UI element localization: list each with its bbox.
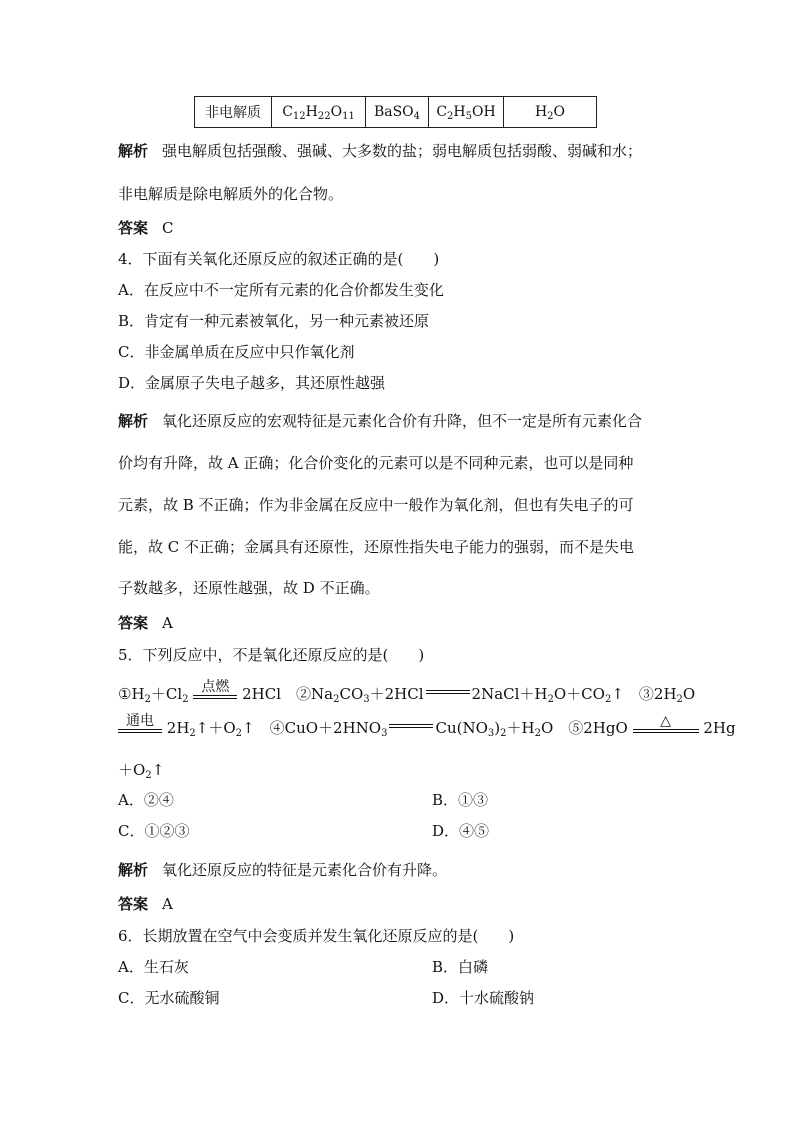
q3-answer [118, 218, 174, 238]
q6-option-b: B．白磷 [432, 958, 489, 976]
q4-analysis-line-3: 元素，故 B 不正确；作为非金属在反应中一般作为氧化剂，但也有失电子的可 [118, 496, 634, 514]
condition-electrolysis-label: 通电 [126, 713, 154, 729]
q5-analysis [118, 860, 447, 880]
q5-option-b: B．①③ [432, 791, 489, 809]
q5-equation-line-3: $+O_2↑$ [118, 761, 165, 781]
q4-option-a: A．在反应中不一定所有元素的化合价都发生变化 [118, 281, 444, 299]
analysis-text: 氧化还原反应的特征是元素化合价有升降。 [162, 861, 448, 879]
answer-label: 答案 [118, 614, 149, 632]
answer-value: A [162, 614, 173, 632]
q4-option-d: D．金属原子失电子越多，其还原性越强 [118, 374, 386, 392]
condition-heat-label: △ [660, 713, 671, 729]
q5-option-c: C．①②③ [118, 822, 190, 840]
table-cell-baso4: BaSO$_4$ [366, 97, 429, 128]
equation-sign [426, 690, 470, 694]
equation-3-right: $2H_2↑+O_2↑$ $④CuO+2HNO_3$ $Cu(NO_3)_2+H_2O$ ⑤2HgO [166, 719, 628, 739]
q5-equation-line-1 [118, 672, 696, 705]
q4-option-b: B．肯定有一种元素被氧化，另一种元素被还原 [118, 312, 430, 330]
q4-analysis-line-4: 能，故 C 不正确；金属具有还原性，还原性指失电子能力的强弱，而不是失电 [118, 538, 635, 556]
q4-analysis-line-1 [118, 411, 642, 431]
table-cell-water: $H_2O$ [504, 97, 597, 128]
equation-sign [193, 695, 237, 699]
analysis-label: 解析 [118, 412, 149, 430]
q5-stem: 5．下列反应中，不是氧化还原反应的是( ) [118, 646, 425, 664]
table-cell-label: 非电解质 [195, 97, 272, 128]
answer-label: 答案 [118, 895, 149, 913]
equation-1-left: $①H_2+Cl_2$ [118, 685, 189, 705]
answer-value: C [162, 219, 174, 237]
q5-option-a: A．②④ [118, 791, 174, 809]
q5-answer [118, 894, 173, 914]
condition-heat [633, 714, 699, 738]
equation-sign [118, 729, 162, 733]
table-row [195, 97, 597, 128]
answer-label: 答案 [118, 219, 149, 237]
table-cell-sucrose: $C_{12}H_{22}O_{11}$ [272, 97, 366, 128]
q6-option-d: D．十水硫酸钠 [432, 989, 535, 1007]
condition-electrolysis [118, 714, 162, 738]
condition-ignite-label: 点燃 [201, 679, 230, 695]
table-cell-ethanol: $C_2H_5OH$ [429, 97, 504, 128]
q5-option-d: D．④⑤ [432, 822, 490, 840]
q5-equation-line-2 [118, 712, 736, 742]
q6-option-a: A．生石灰 [118, 958, 189, 976]
q6-stem: 6．长期放置在空气中会变质并发生氧化还原反应的是( ) [118, 927, 515, 945]
q3-analysis-line-1 [118, 141, 642, 161]
equation-sign [389, 724, 433, 728]
equation-sign [633, 729, 699, 733]
analysis-text: 强电解质包括强酸、强碱、大多数的盐；弱电解质包括弱酸、弱碱和水； [162, 142, 643, 160]
q4-stem: 4．下面有关氧化还原反应的叙述正确的是( ) [118, 250, 440, 268]
condition-ignite [193, 680, 237, 704]
q6-option-c: C．无水硫酸铜 [118, 989, 220, 1007]
q4-analysis-line-5: 子数越多，还原性越强，故 D 不正确。 [118, 579, 380, 597]
q4-option-c: C．非金属单质在反应中只作氧化剂 [118, 343, 355, 361]
equation-1-right: 2HCl $②Na_2CO_3+2HCl$ $2NaCl+H_2O+CO_2↑$ $③2H_2O$ [242, 685, 696, 705]
analysis-label: 解析 [118, 142, 149, 160]
analysis-label: 解析 [118, 861, 149, 879]
electrolyte-table [194, 96, 597, 128]
q3-analysis-line-2: 非电解质是除电解质外的化合物。 [118, 185, 344, 203]
equation-5-right: 2Hg [703, 719, 736, 737]
answer-value: A [162, 895, 173, 913]
q4-answer [118, 613, 173, 633]
q4-analysis-line-2: 价均有升降，故 A 正确；化合价变化的元素可以是不同种元素，也可以是同种 [118, 454, 634, 472]
analysis-text: 氧化还原反应的宏观特征是元素化合价有升降，但不一定是所有元素化合 [162, 412, 643, 430]
